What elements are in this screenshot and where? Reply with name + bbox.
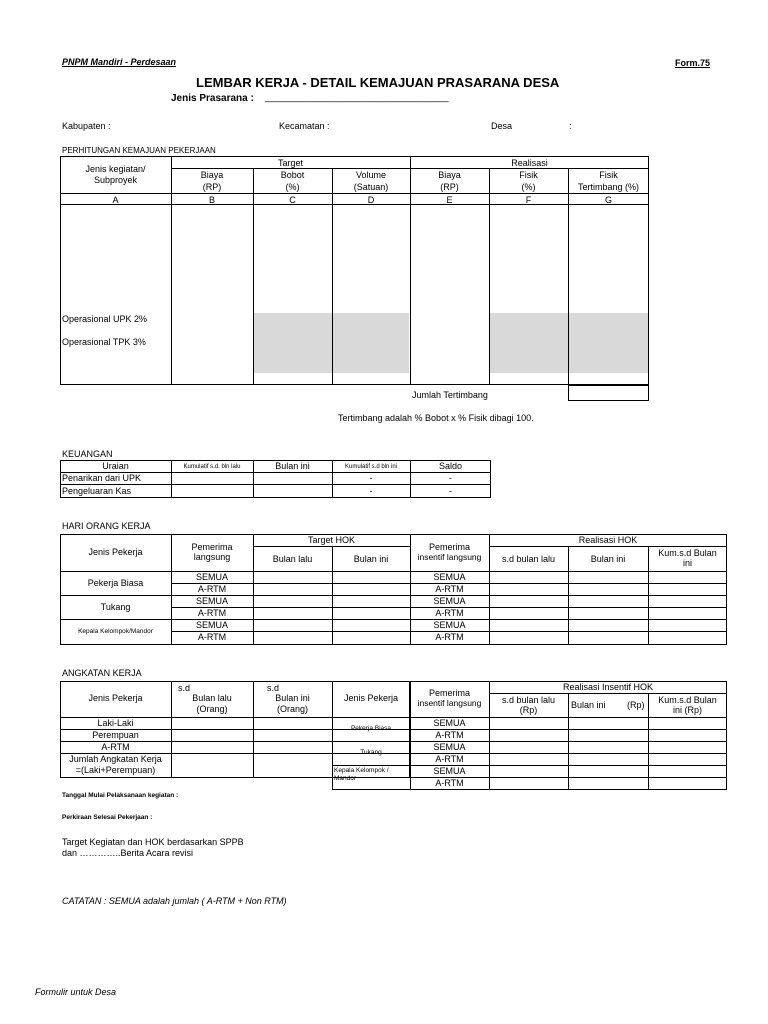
desa-colon: : bbox=[569, 121, 572, 131]
ak-col-jenis-2: Jenis Pekerja bbox=[343, 693, 399, 703]
jumlah-tertimbang-label: Jumlah Tertimbang bbox=[412, 390, 488, 400]
hok-kk-artm: A-RTM bbox=[197, 632, 227, 642]
col-fisik-unit: (%) bbox=[521, 182, 536, 192]
keu-pengeluaran-saldo: - bbox=[449, 486, 452, 496]
ak-kk-semua: SEMUA bbox=[433, 766, 466, 776]
hok-tk-artm: A-RTM bbox=[197, 608, 227, 618]
ak-row-artm: A-RTM bbox=[101, 742, 130, 752]
col-fisik-tertimbang: Fisik bbox=[599, 170, 618, 180]
ak-tk-semua: SEMUA bbox=[433, 742, 466, 752]
col-fisik-tertimbang-2: Tertimbang (%) bbox=[577, 182, 640, 192]
page-title: LEMBAR KERJA - DETAIL KEMAJUAN PRASARANA DESA bbox=[196, 75, 560, 90]
letter-g: G bbox=[604, 195, 612, 205]
ak-row-jumlah: Jumlah Angkatan Kerja bbox=[69, 754, 162, 764]
ak-col-orang-2: (Orang) bbox=[276, 704, 308, 714]
hok-pb-artm-2: A-RTM bbox=[435, 584, 464, 594]
target-kegiatan-note: Target Kegiatan dan HOK berdasarkan SPPB bbox=[62, 837, 244, 847]
keu-col-uraian: Uraian bbox=[102, 461, 129, 471]
keu-row-penarikan: Penarikan dari UPK bbox=[62, 473, 142, 483]
hok-tk-semua: SEMUA bbox=[195, 596, 228, 606]
jenis-prasarana-label: Jenis Prasarana : bbox=[171, 93, 254, 104]
ak-row-perempuan: Perempuan bbox=[92, 730, 139, 740]
tertimbang-note: Tertimbang adalah % Bobot x % Fisik dibagi 100. bbox=[338, 413, 534, 423]
hok-group-kepala: Kepala Kelompok/Mandor bbox=[78, 628, 153, 635]
keu-penarikan-saldo: - bbox=[449, 473, 452, 483]
ak-col-rp-2: (Rp) bbox=[627, 700, 645, 710]
ak-col-jenis: Jenis Pekerja bbox=[88, 693, 143, 703]
hok-col-realisasi: Realisasi HOK bbox=[578, 535, 638, 545]
program-name: PNPM Mandiri - Perdesaan bbox=[62, 57, 177, 67]
col-biaya: Biaya bbox=[200, 170, 224, 180]
hok-col-penerima-2: langsung bbox=[193, 552, 231, 562]
ak-col-kum-2: ini (Rp) bbox=[672, 705, 702, 715]
berita-acara-note: dan …………..Berita Acara revisi bbox=[62, 848, 194, 858]
desa-label: Desa bbox=[491, 121, 513, 131]
catatan-note: CATATAN : SEMUA adalah jumlah ( A-RTM + Non RTM) bbox=[62, 896, 287, 906]
ak-col-sd-bulan-lalu: s.d bulan lalu bbox=[501, 695, 556, 705]
ak-col-bulan-ini: Bulan ini bbox=[275, 693, 310, 703]
hok-col-penerima-insentif-2: insentif langsung bbox=[417, 552, 482, 562]
header-realisasi: Realisasi bbox=[511, 158, 548, 168]
ak-col-penerima-2: insentif langsung bbox=[417, 698, 482, 708]
letter-e: E bbox=[446, 195, 453, 205]
ak-group-kepala-2: Mandor bbox=[334, 775, 357, 782]
col-biaya-real-unit: (RP) bbox=[440, 182, 459, 192]
letter-b: B bbox=[208, 195, 215, 205]
ak-row-laki: Laki-Laki bbox=[97, 718, 134, 728]
hok-kk-artm-2: A-RTM bbox=[435, 632, 464, 642]
hok-pb-semua: SEMUA bbox=[195, 572, 228, 582]
ak-col-bulan-ini-2: Bulan ini bbox=[571, 700, 606, 710]
col-bobot-unit: (%) bbox=[285, 182, 300, 192]
form-number: Form.75 bbox=[675, 58, 711, 68]
keuangan-section-title: KEUANGAN bbox=[62, 449, 113, 459]
ak-pb-semua: SEMUA bbox=[433, 718, 466, 728]
ak-col-sd-2: s.d bbox=[267, 683, 280, 693]
ak-col-realisasi: Realisasi Insentif HOK bbox=[562, 682, 654, 692]
hok-col-bulan-ini: Bulan ini bbox=[353, 554, 389, 564]
letter-a: A bbox=[112, 195, 119, 205]
letter-f: F bbox=[525, 195, 532, 205]
tanggal-mulai-label: Tanggal Mulai Pelaksanaan kegiatan : bbox=[62, 792, 179, 799]
ak-group-kepala: Kepala Kelompok / bbox=[334, 767, 389, 774]
hok-col-bulan-ini-2: Bulan ini bbox=[590, 554, 626, 564]
ak-col-rp-1: (Rp) bbox=[519, 705, 538, 715]
ak-group-pekerja-biasa: Pekerja Biasa bbox=[350, 725, 392, 732]
operasional-upk: Operasional UPK 2% bbox=[62, 314, 148, 324]
angkatan-section-title: ANGKATAN KERJA bbox=[62, 668, 142, 678]
col-volume-unit: (Satuan) bbox=[353, 182, 389, 192]
ak-group-tukang: Tukang bbox=[360, 749, 382, 756]
hok-section-title: HARI ORANG KERJA bbox=[62, 521, 151, 531]
ak-col-penerima: Pemerima bbox=[428, 688, 470, 698]
col-volume: Volume bbox=[355, 170, 387, 180]
kecamatan-label: Kecamatan : bbox=[279, 121, 330, 131]
hok-col-jenis: Jenis Pekerja bbox=[88, 547, 143, 557]
col-biaya-unit: (RP) bbox=[202, 182, 222, 192]
hok-kk-semua: SEMUA bbox=[195, 620, 228, 630]
ak-pb-artm: A-RTM bbox=[435, 730, 464, 740]
ak-col-kum: Kum.s.d Bulan bbox=[658, 695, 717, 705]
formulir-footer: Formulir untuk Desa bbox=[35, 987, 117, 997]
letter-d: D bbox=[367, 195, 375, 205]
hok-col-target: Target HOK bbox=[307, 535, 356, 545]
ak-col-orang-1: (Orang) bbox=[196, 704, 228, 714]
hok-col-bulan-lalu: Bulan lalu bbox=[272, 554, 313, 564]
letter-c: C bbox=[289, 195, 296, 205]
hok-tk-artm-2: A-RTM bbox=[435, 608, 464, 618]
hok-col-kum-2: ini bbox=[682, 558, 692, 568]
hok-col-sd-bulan-lalu: s.d bulan lalu bbox=[501, 554, 556, 564]
col-fisik: Fisik bbox=[519, 170, 538, 180]
keu-col-bulan-ini: Bulan ini bbox=[275, 461, 310, 471]
jumlah-tertimbang-cell[interactable] bbox=[568, 385, 649, 401]
keu-pengeluaran-kum: - bbox=[369, 486, 373, 496]
keu-row-pengeluaran: Pengeluaran Kas bbox=[62, 486, 132, 496]
ak-kk-artm: A-RTM bbox=[435, 778, 464, 788]
col-bobot: Bobot bbox=[280, 170, 305, 180]
hok-group-tukang: Tukang bbox=[100, 602, 131, 612]
hok-pb-artm: A-RTM bbox=[197, 584, 227, 594]
col-jenis-2: Subproyek bbox=[93, 175, 138, 185]
col-biaya-real: Biaya bbox=[438, 170, 461, 180]
hok-group-pekerja-biasa: Pekerja Biasa bbox=[87, 578, 144, 588]
hok-pb-semua-2: SEMUA bbox=[433, 572, 466, 582]
keu-penarikan-kum: - bbox=[369, 473, 373, 483]
ak-col-bulan-lalu: Bulan lalu bbox=[192, 693, 232, 703]
ak-col-sd-1: s.d bbox=[178, 683, 191, 693]
hok-tk-semua-2: SEMUA bbox=[433, 596, 466, 606]
header-target: Target bbox=[277, 158, 303, 168]
perkiraan-selesai-label: Perkiraan Selesai Pekerjaan : bbox=[62, 814, 153, 821]
keu-col-kum-ini: Kumulatif s.d bln ini bbox=[344, 464, 398, 470]
progress-section-title: PERHITUNGAN KEMAJUAN PEKERJAAN bbox=[62, 146, 216, 155]
keu-col-kum-lalu: Kumulatif s.d. bln lalu bbox=[183, 464, 241, 470]
ak-tk-artm: A-RTM bbox=[435, 754, 464, 764]
col-jenis: Jenis kegiatan/ bbox=[85, 164, 146, 174]
hok-kk-semua-2: SEMUA bbox=[433, 620, 466, 630]
kabupaten-label: Kabupaten : bbox=[62, 121, 111, 131]
hok-col-kum: Kum.s.d Bulan bbox=[658, 548, 717, 558]
keu-col-saldo: Saldo bbox=[438, 461, 463, 471]
jenis-prasarana-line: _________________________________ bbox=[265, 92, 449, 103]
operasional-tpk: Operasional TPK 3% bbox=[62, 337, 146, 347]
ak-row-jumlah-2: =(Laki+Perempuan) bbox=[75, 765, 156, 775]
hok-col-penerima: Pemerima bbox=[191, 542, 233, 552]
hok-col-penerima-insentif: Pemerima bbox=[428, 542, 470, 552]
